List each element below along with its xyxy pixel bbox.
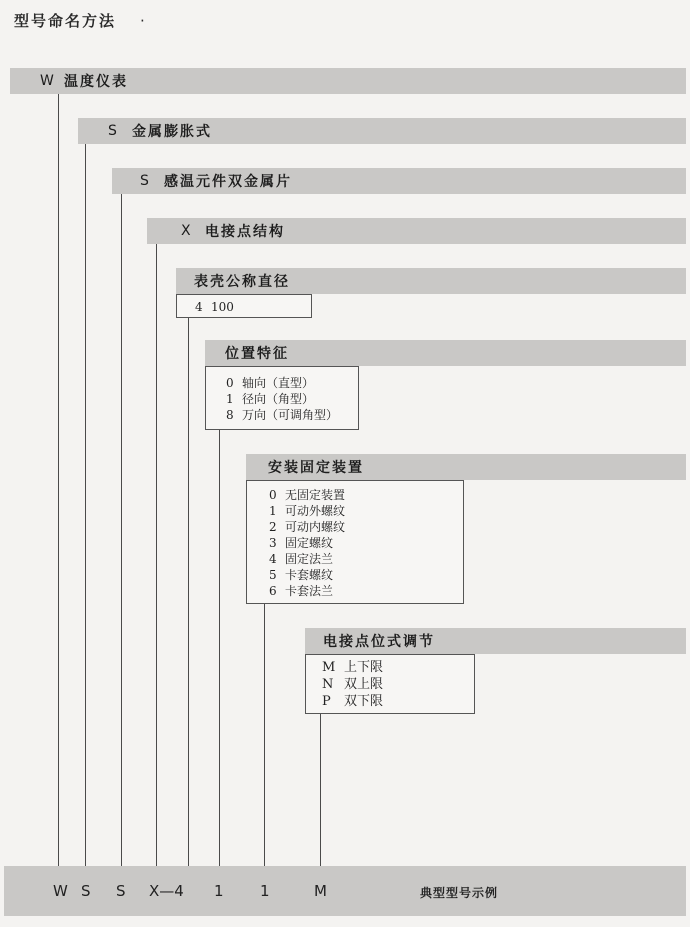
connector-line-6 (219, 430, 220, 866)
level-label: 位置特征 (225, 346, 289, 362)
level-band-diameter (176, 268, 686, 294)
level-label: 表壳公称直径 (194, 274, 290, 290)
option-row: 5 卡套螺纹 (269, 568, 334, 582)
mounting-options-box (246, 480, 464, 604)
level-code: S (108, 123, 117, 139)
connector-line-4 (156, 243, 157, 866)
example-label: 典型型号示例 (420, 886, 499, 900)
level-band-contact-regulation (305, 628, 686, 654)
level-code: S (140, 173, 149, 189)
page-title: 型号命名方法 · (14, 12, 147, 30)
connector-line-5 (188, 318, 189, 866)
option-row: 1 径向（角型） (226, 392, 315, 406)
example-char: S (81, 882, 91, 900)
example-char: S (116, 882, 126, 900)
diameter-options-box (176, 294, 312, 318)
level-band-element (112, 168, 686, 194)
level-code: W (40, 73, 54, 89)
level-label: 安装固定装置 (268, 460, 364, 476)
level-band-mounting (246, 454, 686, 480)
example-model-bar (4, 866, 686, 916)
level-code: X (181, 223, 191, 239)
option-row: 4 100 (195, 300, 234, 314)
option-row: 2 可动内螺纹 (269, 520, 346, 534)
option-row: 0 无固定装置 (269, 488, 346, 502)
option-row: 8 万向（可调角型） (226, 408, 339, 422)
example-char: W (53, 882, 68, 900)
level-label: 金属膨胀式 (132, 124, 212, 140)
level-label: 感温元件双金属片 (164, 174, 292, 190)
connector-line-2 (85, 144, 86, 866)
example-char: 1 (214, 882, 224, 900)
option-row: N 双上限 (322, 677, 384, 692)
level-band-expansion (78, 118, 686, 144)
example-char: 1 (260, 882, 270, 900)
connector-line-3 (121, 193, 122, 866)
level-band-position (205, 340, 686, 366)
option-row: M 上下限 (322, 660, 384, 675)
example-char: M (314, 882, 327, 900)
option-row: 4 固定法兰 (269, 552, 334, 566)
example-char: X—4 (149, 882, 184, 900)
level-label: 电接点位式调节 (323, 634, 435, 650)
connector-line-8 (320, 713, 321, 866)
position-options-box (205, 366, 359, 430)
level-band-instrument (10, 68, 686, 94)
title-mark: · (140, 12, 147, 30)
option-row: P 双下限 (322, 694, 384, 709)
level-label: 电接点结构 (205, 224, 285, 240)
option-row: 1 可动外螺纹 (269, 504, 346, 518)
option-row: 0 轴向（直型） (226, 376, 315, 390)
level-band-contact-structure (147, 218, 686, 244)
connector-line-7 (264, 603, 265, 866)
option-row: 3 固定螺纹 (269, 536, 334, 550)
option-row: 6 卡套法兰 (269, 584, 334, 598)
connector-line-1 (58, 94, 59, 866)
contact-options-box (305, 654, 475, 714)
level-label: 温度仪表 (64, 74, 128, 90)
